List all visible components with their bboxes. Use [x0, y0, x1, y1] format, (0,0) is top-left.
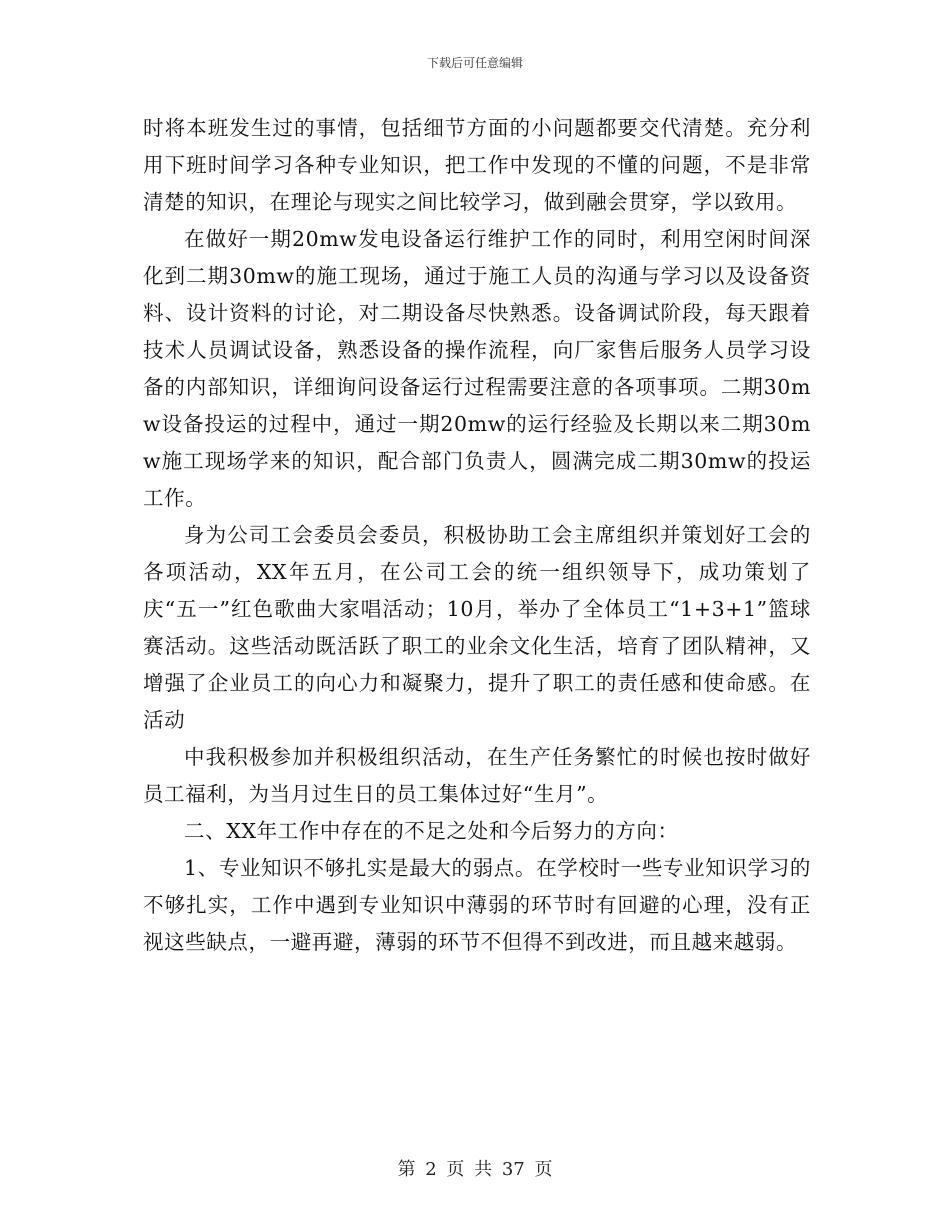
paragraph-3: 身为公司工会委员会委员，积极协助工会主席组织并策划好工会的各项活动，XX年五月，在公司工会的统一组织领导下，成功策划了庆“五一”红色歌曲大家唱活动；10月，举办了全体员工“1+3+1”篮球赛活动。这些活动既活跃了职工的业余文化生活，培育了团队精神，又增强了企业员工的向心力和凝聚力，提升了职工的责任感和使命感。在活动: [143, 523, 811, 732]
paragraph-4: 中我积极参加并积极组织活动，在生产任务繁忙的时候也按时做好员工福利，为当月过生日的员工集体过好“生月”。: [143, 745, 811, 806]
page-header-note: 下载后可任意编辑: [426, 56, 523, 70]
paragraph-1: 时将本班发生过的事情，包括细节方面的小问题都要交代清楚。充分利用下班时间学习各种专业知识，把工作中发现的不懂的问题，不是非常清楚的知识，在理论与现实之间比较学习，做到融会贯穿，学以致用。: [143, 116, 811, 214]
document-body: [143, 110, 811, 961]
paragraph-5: 二、XX年工作中存在的不足之处和今后努力的方向：: [184, 819, 679, 843]
page-number-footer: 第 2 页 共 37 页: [397, 1159, 553, 1180]
paragraph-2: 在做好一期20mw发电设备运行维护工作的同时，利用空闲时间深化到二期30mw的施工现场，通过于施工人员的沟通与学习以及设备资料、设计资料的讨论，对二期设备尽快熟悉。设备调试阶段，每天跟着技术人员调试设备，熟悉设备的操作流程，向厂家售后服务人员学习设备的内部知识，详细询问设备运行过程需要注意的各项事项。二期30mw设备投运的过程中，通过一期20mw的运行经验及长期以来二期30mw施工现场学来的知识，配合部门负责人，圆满完成二期30mw的投运工作。: [143, 227, 811, 510]
paragraph-6: 1、专业知识不够扎实是最大的弱点。在学校时一些专业知识学习的不够扎实，工作中遇到专业知识中薄弱的环节时有回避的心理，没有正视这些缺点，一避再避，薄弱的环节不但得不到改进，而且越来越弱。: [143, 856, 811, 954]
